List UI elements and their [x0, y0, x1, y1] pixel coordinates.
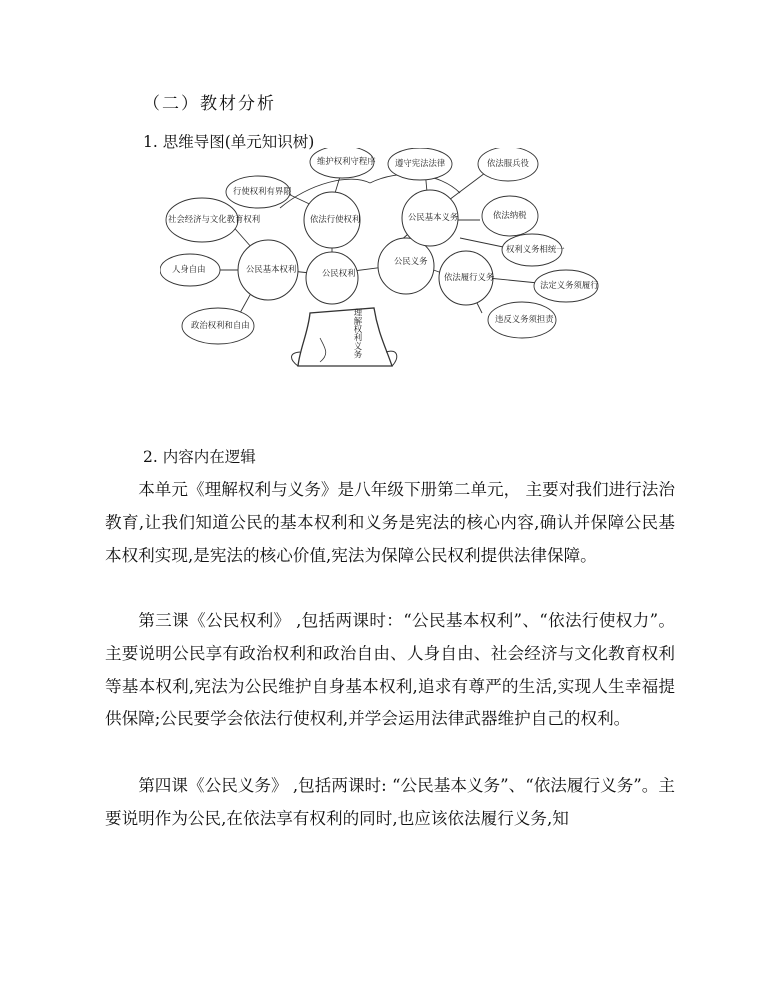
section-heading: （二）教材分析: [143, 94, 276, 114]
svg-text:公民基本义务: 公民基本义务: [408, 212, 459, 222]
svg-text:公民义务: 公民义务: [394, 256, 428, 266]
branch-node-fulfill-duties: [439, 251, 495, 305]
svg-text:依法行使权利: 依法行使权利: [310, 214, 361, 224]
leaf-label: 维护权利守程序: [317, 156, 376, 166]
leaf-label: 依法服兵役: [487, 158, 529, 168]
leaf-label: 人身自由: [172, 264, 206, 274]
branch-node-basic-rights: [238, 240, 298, 300]
branch-node-exercise-rights: [304, 192, 360, 248]
leaf-label: 政治权利和自由: [191, 320, 250, 330]
paragraph-lesson-4: 第四课《公民义务》 ,包括两课时: “公民基本义务”、“依法履行义务”。主要说明作为公民,在依法享有权利的同时,也应该依法履行义务,知: [105, 776, 675, 828]
leaf-label: 遵守宪法法律: [395, 158, 446, 168]
leaf-label: 行使权利有界限: [233, 186, 292, 196]
paragraph-unit-intro: 本单元《理解权利与义务》是八年级下册第二单元， 主要对我们进行法治教育,让我们知道公民的基本权利和义务是宪法的核心内容,确认并保障公民基本权利实现,是宪法的核心价值,宪法为保障公民权利提供法律保障。: [105, 480, 675, 565]
svg-text:公民权利: 公民权利: [322, 268, 356, 278]
branch-node-basic-duties: [402, 190, 459, 246]
trunk-label: 理解权利义务: [353, 308, 363, 359]
leaf-label: 法定义务须履行: [540, 280, 599, 290]
paragraph-lesson-3: 第三课《公民权利》 ,包括两课时：“公民基本权利”、“依法行使权力”。主要说明公民享有政治权利和政治自由、人身自由、社会经济与文化教育权利等基本权利,宪法为公民维护自身基本权利,追求有尊严的生活,实现人生幸福提供保障;公民要学会依法行使权利,并学会运用法律武器维护自己的权利。: [105, 611, 675, 729]
leaf-label: 违反义务须担责: [495, 314, 554, 324]
subheading-logic: 2. 内容内在逻辑: [143, 448, 256, 466]
leaf-label: 社会经济与文化教育权利: [168, 214, 261, 224]
leaf-label: 依法纳税: [493, 210, 527, 220]
core-node-rights: [306, 252, 358, 304]
leaf-label: 权利义务相统一: [506, 244, 565, 254]
tree-trunk: [298, 308, 392, 366]
mindmap-figure: [160, 148, 610, 373]
subheading-mindmap: 1. 思维导图(单元知识树): [143, 133, 315, 151]
svg-text:依法履行义务: 依法履行义务: [444, 272, 495, 282]
svg-text:公民基本权利: 公民基本权利: [246, 264, 297, 274]
core-node-duties: [378, 238, 434, 294]
